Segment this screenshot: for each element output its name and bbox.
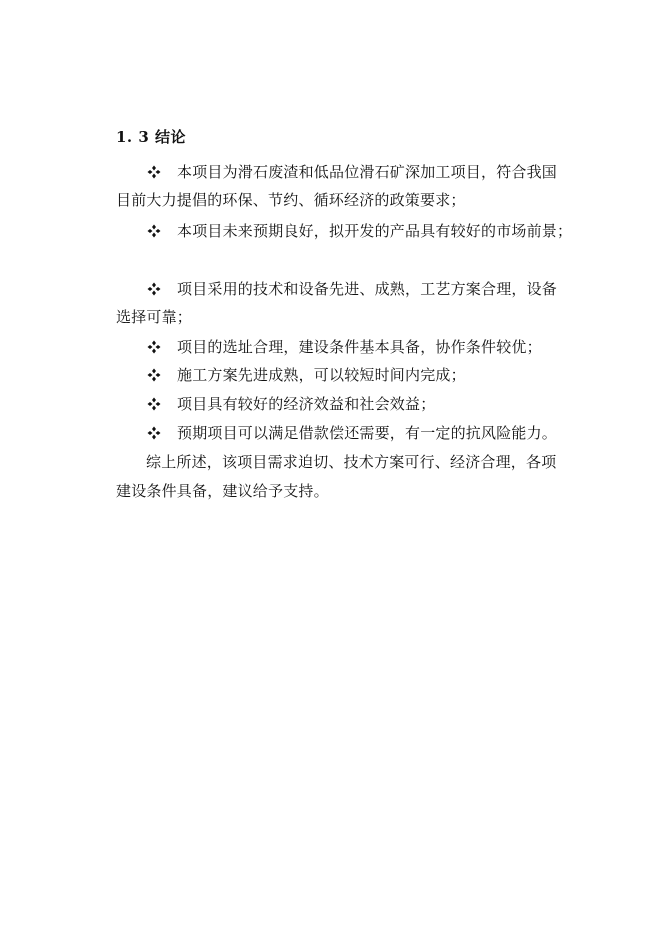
four-diamond-bullet-icon	[147, 340, 161, 354]
summary-line-2: 建设条件具备，建议给予支持。	[116, 482, 329, 500]
four-diamond-bullet-icon	[147, 397, 161, 411]
bullet-6-line-1: 项目具有较好的经济效益和社会效益；	[177, 395, 436, 413]
bullet-2-line-1: 本项目未来预期良好，拟开发的产品具有较好的市场前景；	[177, 222, 573, 240]
four-diamond-bullet-icon	[147, 282, 161, 296]
section-heading: 1. 3 结论	[116, 128, 187, 146]
four-diamond-bullet-icon	[147, 426, 161, 440]
bullet-4-line-1: 项目的选址合理，建设条件基本具备，协作条件较优；	[177, 338, 542, 356]
bullet-3-line-1: 项目采用的技术和设备先进、成熟，工艺方案合理，设备	[177, 280, 558, 298]
bullet-1-line-1: 本项目为滑石废渣和低品位滑石矿深加工项目，符合我国	[177, 163, 558, 181]
summary-line-1: 综上所述，该项目需求迫切、技术方案可行、经济合理，各项	[146, 453, 557, 471]
four-diamond-bullet-icon	[147, 368, 161, 382]
bullet-7-line-1: 预期项目可以满足借款偿还需要，有一定的抗风险能力。	[177, 424, 558, 442]
bullet-1-line-2: 目前大力提倡的环保、节约、循环经济的政策要求；	[116, 191, 466, 209]
four-diamond-bullet-icon	[147, 165, 161, 179]
four-diamond-bullet-icon	[147, 224, 161, 238]
bullet-5-line-1: 施工方案先进成熟，可以较短时间内完成；	[177, 366, 466, 384]
bullet-3-line-2: 选择可靠；	[116, 308, 193, 326]
